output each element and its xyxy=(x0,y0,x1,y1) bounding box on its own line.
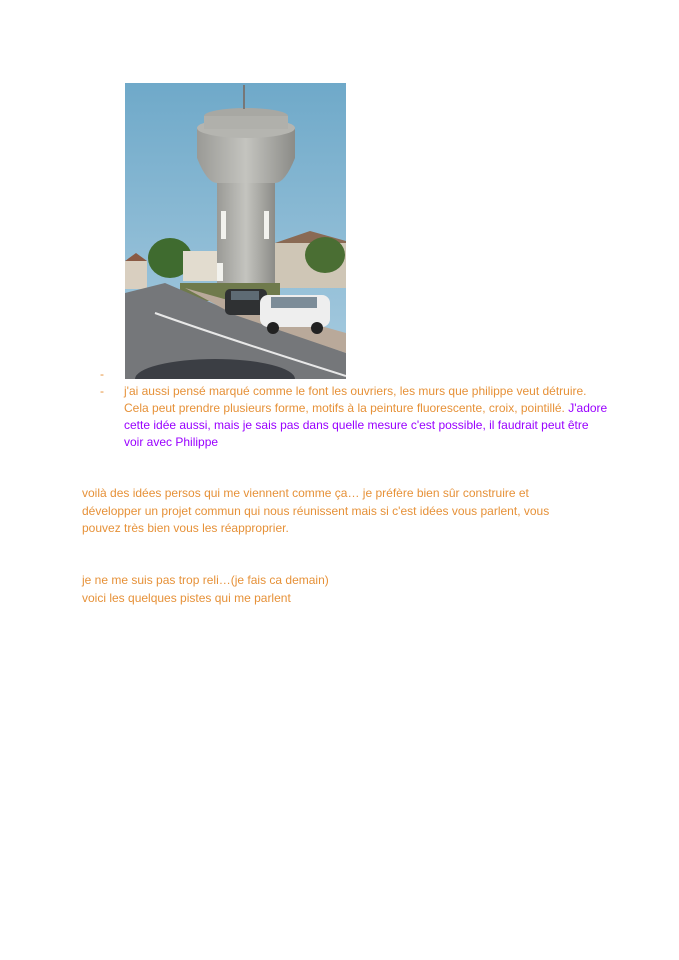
paragraph-leads xyxy=(82,572,602,607)
idea-text: j'ai aussi pensé marqué comme le font les ouvriers, les murs que philippe veut détruire. Cela peut prendre plusieurs forme, motifs à la peinture fluorescente, croix, pointillé. xyxy=(124,384,587,415)
list-item-idea xyxy=(100,383,610,451)
paragraph-line: développer un projet commun qui nous réunissent mais si c'est idées vous parlent, vous xyxy=(82,503,550,518)
dash-marker: - xyxy=(100,384,104,398)
paragraph-line: voilà des idées persos qui me viennent comme ça… je préfère bien sûr construire et xyxy=(82,486,529,500)
paragraph-line: je ne me suis pas trop reli…(je fais ca demain) xyxy=(82,573,329,587)
paragraph-personal-ideas xyxy=(82,485,602,538)
water-tower-photo xyxy=(125,83,346,379)
paragraph-line: pouvez très bien vous les réapproprier. xyxy=(82,521,289,535)
water-tower-image xyxy=(125,83,346,379)
list-item-empty xyxy=(100,366,610,383)
reply-comment-text: J'adore cette idée aussi, mais je sais pas dans quelle mesure c'est possible, il faudrait peut être voir avec Philippe xyxy=(124,401,608,449)
dash-marker: - xyxy=(100,367,104,381)
paragraph-line: voici les quelques pistes qui me parlent xyxy=(82,590,291,605)
bullet-list xyxy=(100,366,610,451)
